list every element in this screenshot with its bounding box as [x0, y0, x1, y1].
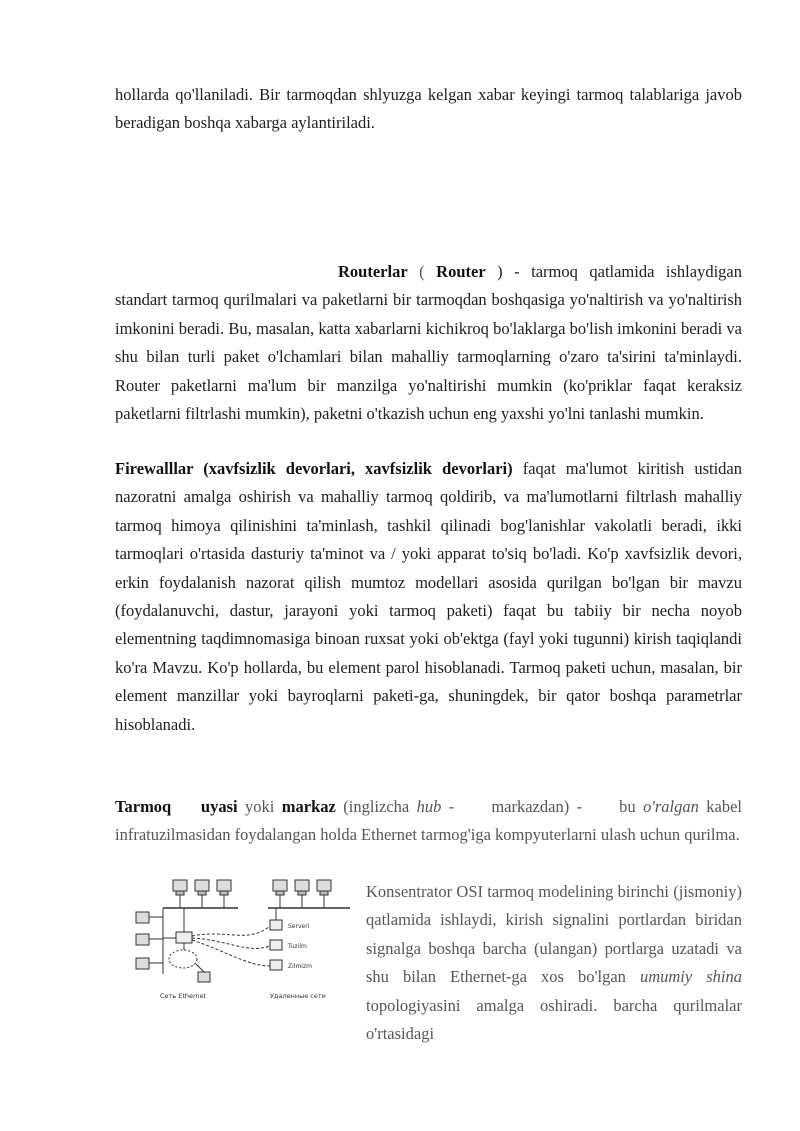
- figure-label-left: Сеть Ethernet: [160, 992, 207, 1000]
- device-icon: [270, 920, 282, 930]
- computer-icon: [173, 880, 187, 895]
- device-icon: [270, 960, 282, 970]
- paragraph-routers: Routerlar ( Router ) - tarmoq qatlamida ishlaydigan standart tarmoq qurilmalari va paketlarni bir tarmoqdan boshqasiga yo'naltirish va yo'naltirish imkonini beradi. Bu, masalan, katta xabarlarni kichikroq bo'laklarga bo'lish imkonini beradi va shu bilan turli paket o'lchamlari bilan mahalliy tarmoqlarning o'zaro ta'sirini ta'minlaydi. Router paketlarni ma'lum bir manzilga yo'naltirishi mumkin (ko'priklar faqat keraksiz paketlarni filtrlashi mumkin), paketni o'tkazish uchun eng yaxshi yo'lni tanlashi mumkin.: [115, 262, 742, 424]
- term-tarmoq: Tarmoq: [115, 797, 172, 816]
- device-label-2: Tuzilm: [288, 943, 307, 950]
- device-icon: [270, 940, 282, 950]
- computer-icon: [198, 972, 210, 982]
- hub-icon: [176, 932, 192, 943]
- computer-icon: [295, 880, 309, 895]
- computer-icon: [136, 934, 149, 945]
- network-hub-diagram: [118, 874, 356, 1004]
- computer-icon: [273, 880, 287, 895]
- term-routerlar: Routerlar: [338, 262, 408, 281]
- term-markaz: markaz: [281, 797, 336, 816]
- paragraph-hub: Tarmoq uyasi yoki markaz (inglizcha hub - markazdan) - bu o'ralgan kabel infratuzilmasidan foydalangan holda Ethernet tarmog'iga kompyuterlarni ulash uchun qurilma.: [115, 797, 743, 845]
- term-uyasi: uyasi: [200, 797, 238, 816]
- paragraph-firewalls: Firewalllar (xavfsizlik devorlari, xavfsizlik devorlari) faqat ma'lumot kiritish ustidan nazoratni amalga oshirish va mahalliy tarmoq qoldirib, va ma'lumotlarni filtrlash mahalliy tarmoq himoya qilinishini ta'minlash, tashkil qilinadi bog'lanishlar vakolatli beradi, ikki tarmoqlari o'rtasida dasturiy ta'minot va / yoki apparat to'siq bo'ladi. Ko'p xavfsizlik devori, erkin foydalanish nazorat qilish mumtoz modellari asosida qurilgan bo'lgan bir mavzu (foydalanuvchi, dastur, jarayoni yoki tarmoq paketi) faqat bu tabiiy bir necha noyob elementning taqdimnomasiga binoan ruxsat yoki ob'ektga (fayl yoki tugunni) kirish taqiqlandi ko'ra Mavzu. Ko'p hollarda, bu element parol hisoblanadi. Tarmoq paketi uchun, masalan, bir element manzillar yoki bayroqlarni paketi-ga, shuningdek, bir qator boshqa parametrlar hisoblanadi.: [115, 459, 742, 734]
- computer-icon: [195, 880, 209, 895]
- computer-icon: [217, 880, 231, 895]
- term-router: Router: [436, 262, 486, 281]
- figure-label-right: Удаленные сети: [270, 992, 326, 1000]
- computer-icon: [136, 958, 149, 969]
- term-firewalls: Firewalllar (xavfsizlik devorlari, xavfsizlik devorlari): [115, 459, 513, 478]
- hub-diagram-svg: [118, 874, 356, 1004]
- computer-icon: [317, 880, 331, 895]
- computer-icon: [136, 912, 149, 923]
- device-label-1: Serveri: [288, 923, 310, 930]
- paragraph-gateway-end: hollarda qo'llaniladi. Bir tarmoqdan shlyuzga kelgan xabar keyingi tarmoq talablariga javob beradigan boshqa xabarga aylantiriladi.: [115, 85, 742, 133]
- paragraph-concentrator: Konsentrator OSI tarmoq modelining birinchi (jismoniy) qatlamida ishlaydi, kirish signalini portlardan biridan signalga boshqa barcha (ulangan) portlarga uzatadi va shu bilan Ethernet-ga xos bo'lgan umumiy shina topologiyasini amalga oshiradi. barcha qurilmalar o'rtasidagi: [366, 882, 743, 1044]
- device-label-3: Zilmizm: [288, 963, 312, 970]
